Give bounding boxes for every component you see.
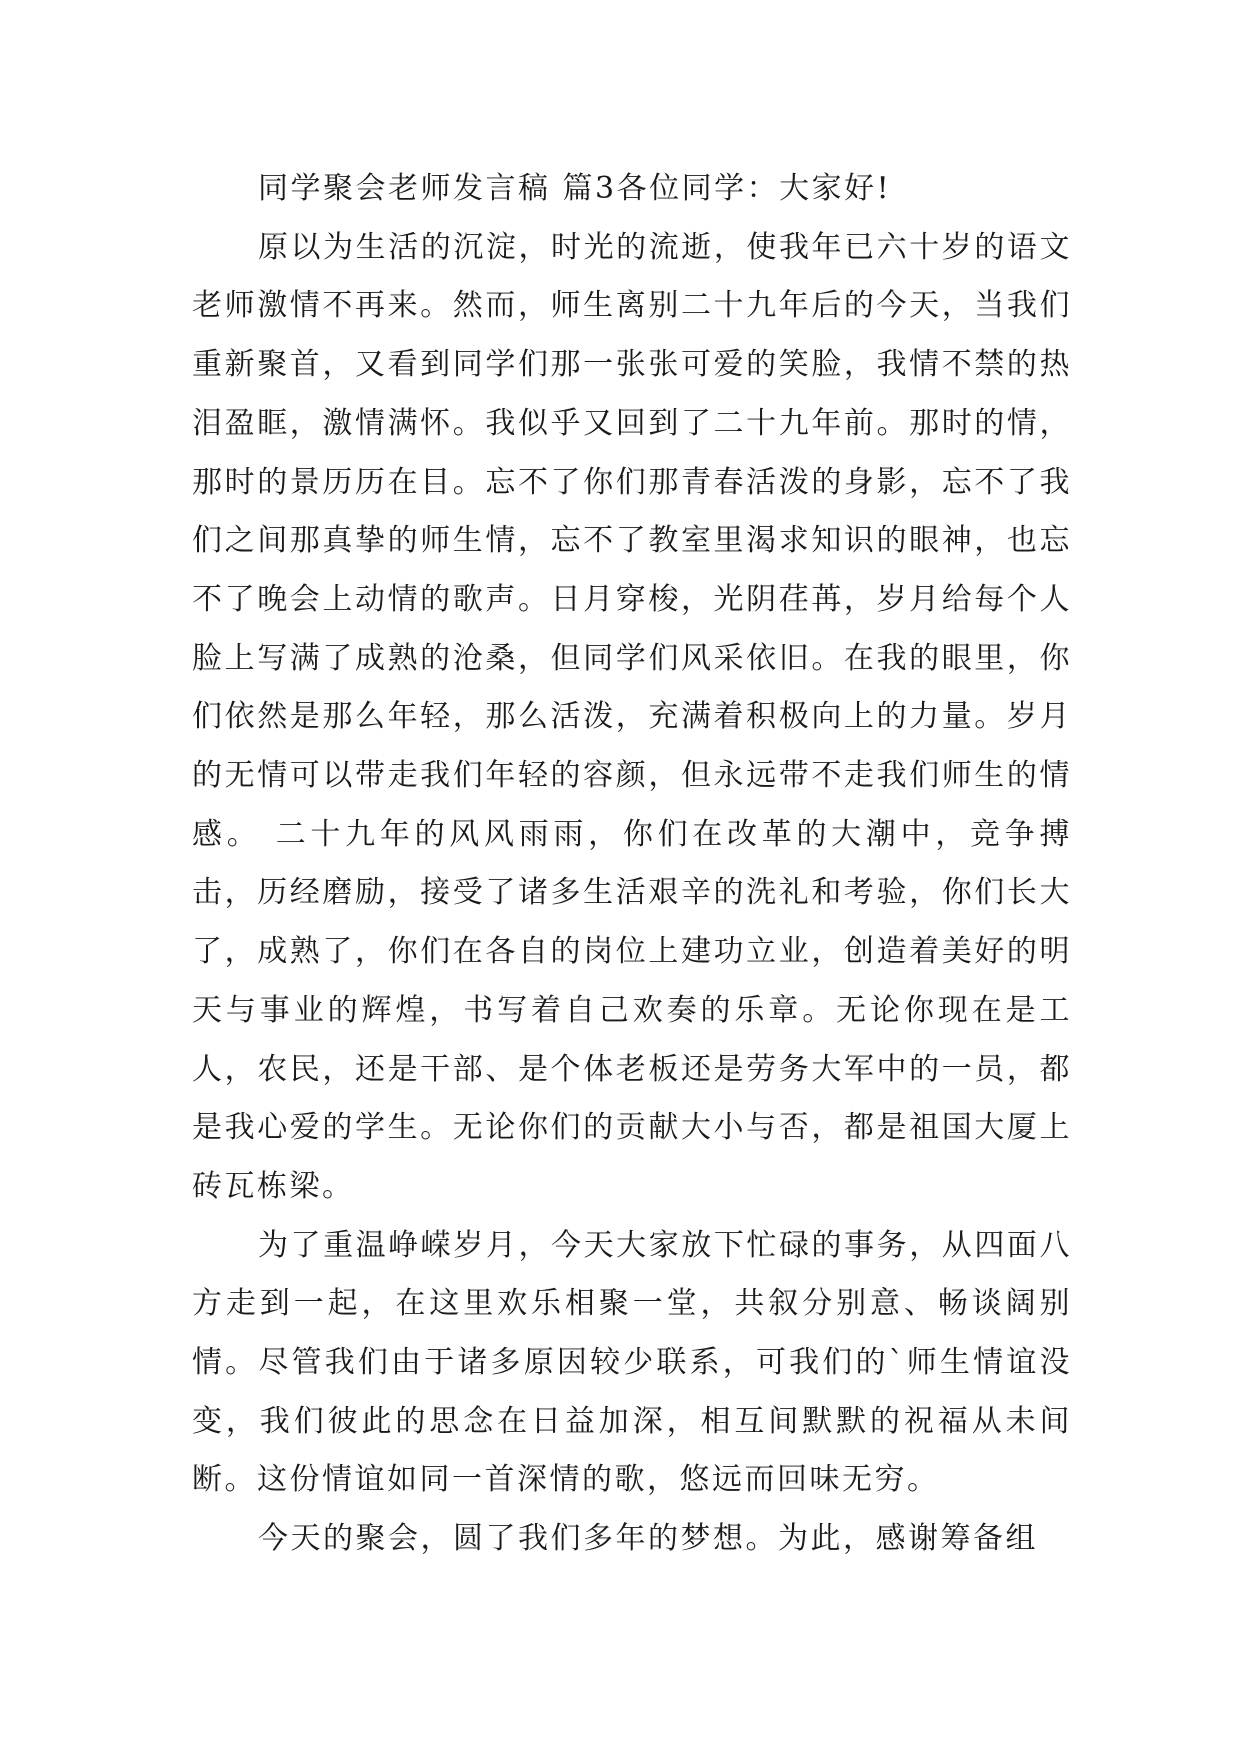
paragraph-body-2: 为了重温峥嵘岁月，今天大家放下忙碌的事务，从四面八方走到一起，在这里欢乐相聚一堂，共叙分别意、畅谈阔别情。尽管我们由于诸多原因较少联系，可我们的`师生情谊没变，我们彼此的思念在日益加深，相互间默默的祝福从未间断。这份情谊如同一首深情的歌，悠远而回味无穷。 (192, 1227, 1072, 1498)
paragraph-title: 同学聚会老师发言稿 篇3各位同学：大家好! (258, 171, 892, 206)
speech-text (192, 160, 1072, 1569)
paragraph-body-1: 原以为生活的沉淀，时光的流逝，使我年已六十岁的语文老师激情不再来。然而，师生离别二十九年后的今天，当我们重新聚首，又看到同学们那一张张可爱的笑脸，我情不禁的热泪盈眶，激情满怀。我似乎又回到了二十九年前。那时的情，那时的景历历在目。忘不了你们那青春活泼的身影，忘不了我们之间那真挚的师生情，忘不了教室里渴求知识的眼神，也忘不了晚会上动情的歌声。日月穿梭，光阴荏苒，岁月给每个人脸上写满了成熟的沧桑，但同学们风采依旧。在我的眼里，你们依然是那么年轻，那么活泼，充满着积极向上的力量。岁月的无情可以带走我们年轻的容颜，但永远带不走我们师生的情感。 二十九年的风风雨雨，你们在改革的大潮中，竞争搏击，历经磨励，接受了诸多生活艰辛的洗礼和考验，你们长大了，成熟了，你们在各自的岗位上建功立业，创造着美好的明天与事业的辉煌，书写着自己欢奏的乐章。无论你现在是工人，农民，还是干部、是个体老板还是劳务大军中的一员，都是我心爱的学生。无论你们的贡献大小与否，都是祖国大厦上砖瓦栋梁。 (192, 229, 1072, 1204)
paragraph-body-3: 今天的聚会，圆了我们多年的梦想。为此，感谢筹备组 (258, 1521, 1038, 1557)
